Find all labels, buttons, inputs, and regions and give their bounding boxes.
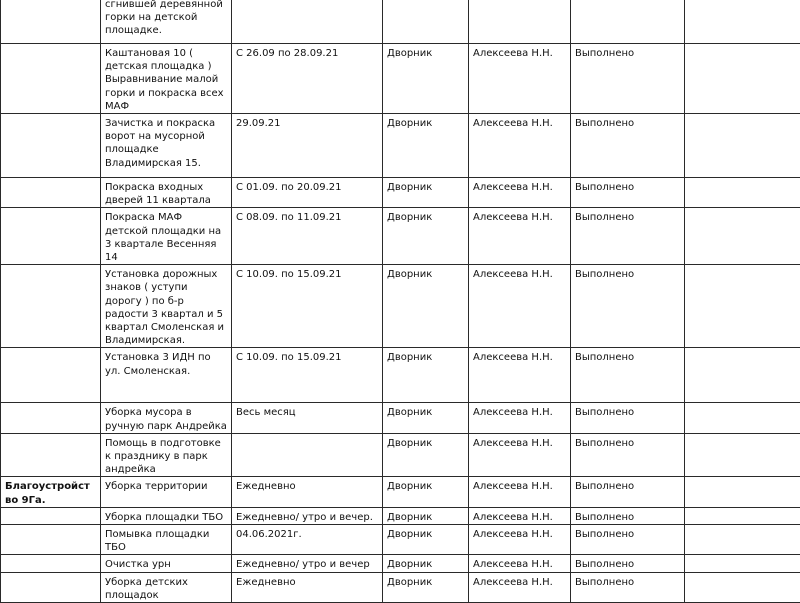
table-row — [1, 0, 800, 44]
section-cell — [1, 348, 101, 403]
table-row — [1, 403, 800, 433]
executor-cell: Дворник — [383, 403, 469, 433]
responsible-cell: Алексеева Н.Н. — [469, 265, 571, 348]
task-cell: Покраска МАФ детской площадки на 3 квартале Весенняя 14 — [101, 208, 232, 265]
executor-cell — [383, 0, 469, 44]
responsible-cell: Алексеева Н.Н. — [469, 114, 571, 178]
status-cell: Выполнено — [571, 477, 685, 507]
task-cell: Очистка урн — [101, 555, 232, 572]
note-cell — [685, 114, 800, 178]
period-cell: Ежедневно — [232, 572, 383, 602]
task-cell: Установка дорожных знаков ( уступи дорогу ) по б-р радости 3 квартал и 5 квартал Смоленская и Владимирская. — [101, 265, 232, 348]
executor-cell: Дворник — [383, 525, 469, 555]
status-cell: Выполнено — [571, 265, 685, 348]
note-cell — [685, 555, 800, 572]
status-cell: Выполнено — [571, 208, 685, 265]
note-cell — [685, 477, 800, 507]
table-row — [1, 507, 800, 524]
note-cell — [685, 572, 800, 602]
responsible-cell — [469, 0, 571, 44]
task-cell: Уборка территории — [101, 477, 232, 507]
responsible-cell: Алексеева Н.Н. — [469, 555, 571, 572]
responsible-cell: Алексеева Н.Н. — [469, 44, 571, 114]
task-cell: Помощь в подготовке к празднику в парк андрейка — [101, 433, 232, 477]
responsible-cell: Алексеева Н.Н. — [469, 525, 571, 555]
period-cell: Ежедневно/ утро и вечер — [232, 555, 383, 572]
responsible-cell: Алексеева Н.Н. — [469, 477, 571, 507]
table-row — [1, 433, 800, 477]
section-cell — [1, 178, 101, 208]
table-row — [1, 208, 800, 265]
section-cell — [1, 44, 101, 114]
status-cell — [571, 0, 685, 44]
note-cell — [685, 0, 800, 44]
responsible-cell: Алексеева Н.Н. — [469, 348, 571, 403]
executor-cell: Дворник — [383, 208, 469, 265]
task-cell: Уборка мусора в ручную парк Андрейка — [101, 403, 232, 433]
note-cell — [685, 433, 800, 477]
table-row — [1, 114, 800, 178]
section-cell — [1, 0, 101, 44]
table-row — [1, 178, 800, 208]
status-cell: Выполнено — [571, 403, 685, 433]
status-cell: Выполнено — [571, 348, 685, 403]
table-row — [1, 525, 800, 555]
note-cell — [685, 178, 800, 208]
section-cell — [1, 265, 101, 348]
section-cell — [1, 403, 101, 433]
responsible-cell: Алексеева Н.Н. — [469, 178, 571, 208]
status-cell: Выполнено — [571, 572, 685, 602]
responsible-cell: Алексеева Н.Н. — [469, 403, 571, 433]
section-cell — [1, 433, 101, 477]
executor-cell: Дворник — [383, 572, 469, 602]
task-cell: Зачистка и покраска ворот на мусорной площадке Владимирская 15. — [101, 114, 232, 178]
section-cell — [1, 208, 101, 265]
executor-cell: Дворник — [383, 555, 469, 572]
executor-cell: Дворник — [383, 348, 469, 403]
period-cell: 29.09.21 — [232, 114, 383, 178]
task-cell: Каштановая 10 ( детская площадка ) Выравнивание малой горки и покраска всех МАФ — [101, 44, 232, 114]
status-cell: Выполнено — [571, 555, 685, 572]
note-cell — [685, 507, 800, 524]
status-cell: Выполнено — [571, 44, 685, 114]
executor-cell: Дворник — [383, 477, 469, 507]
section-cell — [1, 555, 101, 572]
section-cell — [1, 572, 101, 602]
note-cell — [685, 44, 800, 114]
period-cell — [232, 433, 383, 477]
table-row — [1, 555, 800, 572]
status-cell: Выполнено — [571, 114, 685, 178]
period-cell: Ежедневно/ утро и вечер. — [232, 507, 383, 524]
period-cell: С 26.09 по 28.09.21 — [232, 44, 383, 114]
table-row — [1, 348, 800, 403]
status-cell: Выполнено — [571, 178, 685, 208]
period-cell — [232, 0, 383, 44]
task-cell: Уборка детских площадок — [101, 572, 232, 602]
note-cell — [685, 348, 800, 403]
executor-cell: Дворник — [383, 44, 469, 114]
responsible-cell: Алексеева Н.Н. — [469, 433, 571, 477]
note-cell — [685, 403, 800, 433]
note-cell — [685, 525, 800, 555]
section-cell: Благоустройство 9Га. — [1, 477, 101, 507]
period-cell: Весь месяц — [232, 403, 383, 433]
executor-cell: Дворник — [383, 114, 469, 178]
table-row — [1, 477, 800, 507]
period-cell: С 10.09. по 15.09.21 — [232, 348, 383, 403]
responsible-cell: Алексеева Н.Н. — [469, 572, 571, 602]
task-cell: Установка 3 ИДН по ул. Смоленская. — [101, 348, 232, 403]
executor-cell: Дворник — [383, 265, 469, 348]
status-cell: Выполнено — [571, 433, 685, 477]
note-cell — [685, 208, 800, 265]
period-cell: С 08.09. по 11.09.21 — [232, 208, 383, 265]
executor-cell: Дворник — [383, 178, 469, 208]
responsible-cell: Алексеева Н.Н. — [469, 208, 571, 265]
task-cell: Покраска входных дверей 11 квартала — [101, 178, 232, 208]
status-cell: Выполнено — [571, 525, 685, 555]
section-cell — [1, 507, 101, 524]
period-cell: 04.06.2021г. — [232, 525, 383, 555]
executor-cell: Дворник — [383, 433, 469, 477]
status-cell: Выполнено — [571, 507, 685, 524]
section-cell — [1, 114, 101, 178]
table-row — [1, 44, 800, 114]
task-cell: сгнившей деревянной горки на детской площадке. — [101, 0, 232, 44]
task-cell: Помывка площадки ТБО — [101, 525, 232, 555]
period-cell: С 01.09. по 20.09.21 — [232, 178, 383, 208]
period-cell: Ежедневно — [232, 477, 383, 507]
table-row — [1, 265, 800, 348]
section-cell — [1, 525, 101, 555]
executor-cell: Дворник — [383, 507, 469, 524]
task-cell: Уборка площадки ТБО — [101, 507, 232, 524]
period-cell: С 10.09. по 15.09.21 — [232, 265, 383, 348]
note-cell — [685, 265, 800, 348]
responsible-cell: Алексеева Н.Н. — [469, 507, 571, 524]
table-row — [1, 572, 800, 602]
